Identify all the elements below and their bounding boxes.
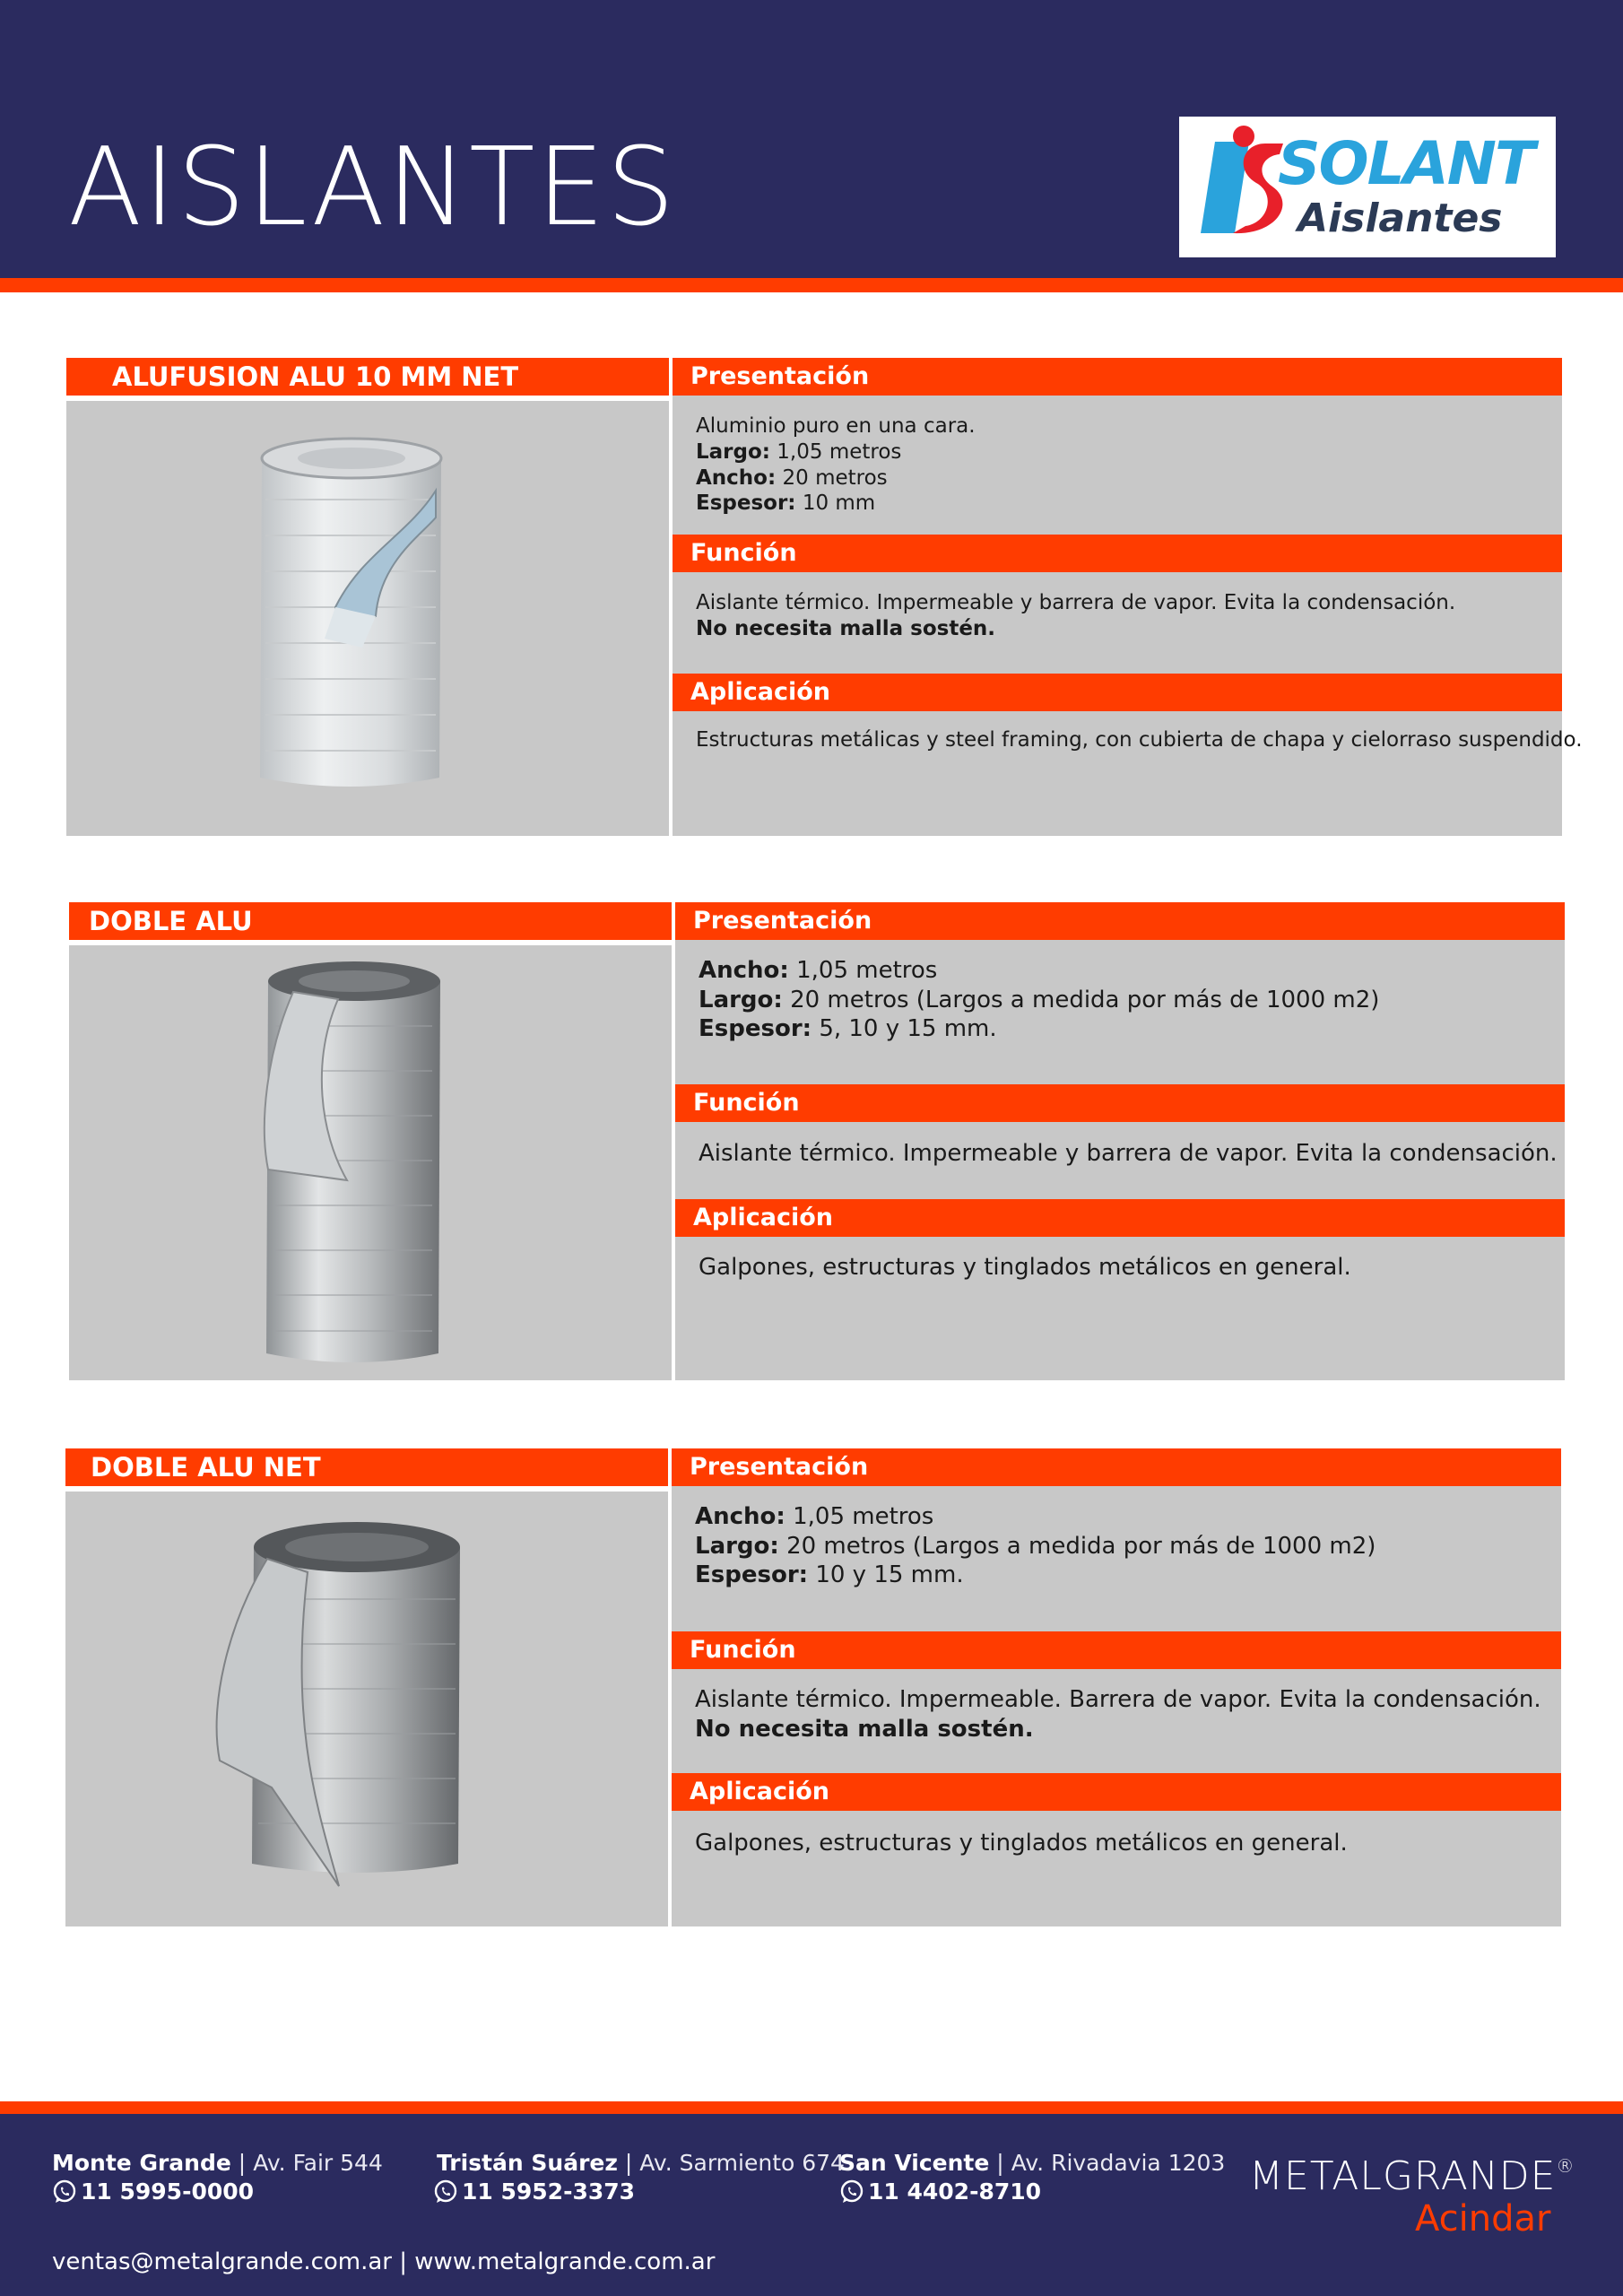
product-card: [66, 358, 1583, 836]
branch-phone[interactable]: 11 4402-8710: [839, 2179, 1041, 2205]
presentation-line: Largo: 20 metros (Largos a medida por más de 1000 m2): [695, 1532, 1376, 1560]
logo-wordmark: SOLANT: [1278, 129, 1534, 198]
page-title: AISLANTES: [68, 126, 677, 250]
isolant-logo: [1179, 117, 1556, 257]
function-text: Aislante térmico. Impermeable y barrera de vapor. Evita la condensación. No necesita malla sostén.: [696, 591, 1456, 640]
presentation-header: [672, 1448, 1561, 1486]
website-link[interactable]: www.metalgrande.com.ar: [414, 2248, 716, 2275]
application-text: Galpones, estructuras y tinglados metálicos en general.: [695, 1830, 1348, 1857]
footer-accent-stripe: [0, 2101, 1623, 2114]
function-title: Función: [693, 1089, 800, 1117]
presentation-text: [696, 413, 976, 517]
application-header: [673, 674, 1562, 711]
function-header: [673, 535, 1562, 572]
product-name: ALUFUSION ALU 10 MM NET: [112, 361, 519, 392]
metalgrande-logo: METALGRANDE®: [1249, 2153, 1575, 2199]
presentation-line: Espesor: 5, 10 y 15 mm.: [699, 1015, 997, 1042]
presentation-text: [699, 956, 1379, 1044]
whatsapp-icon: [839, 2179, 864, 2205]
presentation-line: Largo: 1,05 metros: [696, 439, 902, 464]
presentation-header: [673, 358, 1562, 396]
presentation-title: Presentación: [693, 907, 872, 935]
product-image: [66, 401, 669, 836]
application-title: Aplicación: [690, 678, 830, 706]
header-accent-stripe: [0, 278, 1623, 292]
presentation-title: Presentación: [690, 1453, 869, 1481]
function-header: [672, 1631, 1561, 1669]
branch-san-vicente: San Vicente | Av. Rivadavia 1203: [839, 2150, 1226, 2176]
insulation-roll-icon: [66, 401, 669, 836]
product-name: DOBLE ALU: [89, 906, 253, 936]
footer-contact: [52, 2248, 715, 2275]
application-text: Galpones, estructuras y tinglados metálicos en general.: [699, 1254, 1351, 1281]
function-title: Función: [690, 1636, 796, 1664]
application-title: Aplicación: [693, 1204, 833, 1231]
presentation-header: [675, 902, 1565, 940]
insulation-roll-icon: [69, 945, 672, 1380]
whatsapp-icon: [433, 2179, 458, 2205]
logo-tagline: Aislantes: [1298, 196, 1503, 241]
insulation-roll-icon: [65, 1492, 668, 1926]
product-card: [65, 1448, 1561, 1926]
function-header: [675, 1084, 1565, 1122]
product-name-bar: [66, 358, 669, 396]
separator: |: [399, 2248, 408, 2275]
product-name-bar: [69, 902, 672, 940]
application-text: Estructuras metálicas y steel framing, con cubierta de chapa y cielorraso suspendido.: [696, 728, 1583, 752]
whatsapp-icon: [52, 2179, 77, 2205]
product-image: [65, 1492, 668, 1926]
product-name: DOBLE ALU NET: [91, 1452, 321, 1483]
product-card: [69, 902, 1565, 1380]
branch-monte-grande: Monte Grande | Av. Fair 544: [52, 2150, 383, 2176]
acindar-logo: Acindar: [1415, 2198, 1551, 2239]
email-link[interactable]: ventas@metalgrande.com.ar: [52, 2248, 392, 2275]
presentation-line: Ancho: 20 metros: [696, 465, 888, 490]
branch-tristan-suarez: Tristán Suárez | Av. Sarmiento 674: [437, 2150, 845, 2176]
function-text: Aislante térmico. Impermeable. Barrera de vapor. Evita la condensación. No necesita malla sostén.: [695, 1686, 1541, 1743]
function-text: Aislante térmico. Impermeable y barrera de vapor. Evita la condensación.: [699, 1140, 1558, 1167]
page-footer: [0, 2114, 1623, 2296]
branch-phone[interactable]: 11 5952-3373: [433, 2179, 635, 2205]
page-header: [0, 0, 1623, 278]
presentation-line: Largo: 20 metros (Largos a medida por más de 1000 m2): [699, 986, 1380, 1013]
application-header: [675, 1199, 1565, 1237]
presentation-text: [695, 1502, 1376, 1590]
application-title: Aplicación: [690, 1778, 829, 1805]
product-image: [69, 945, 672, 1380]
product-details: [675, 902, 1565, 1380]
product-details: [673, 358, 1583, 836]
presentation-line: Aluminio puro en una cara.: [696, 414, 976, 438]
function-title: Función: [690, 539, 797, 567]
presentation-line: Espesor: 10 mm: [696, 491, 876, 516]
branch-phone[interactable]: 11 5995-0000: [52, 2179, 254, 2205]
presentation-line: Espesor: 10 y 15 mm.: [695, 1561, 964, 1588]
presentation-line: Ancho: 1,05 metros: [699, 957, 938, 984]
presentation-line: Ancho: 1,05 metros: [695, 1503, 934, 1530]
product-name-bar: [65, 1448, 668, 1486]
presentation-title: Presentación: [690, 362, 870, 390]
product-details: [672, 1448, 1561, 1926]
application-header: [672, 1773, 1561, 1811]
